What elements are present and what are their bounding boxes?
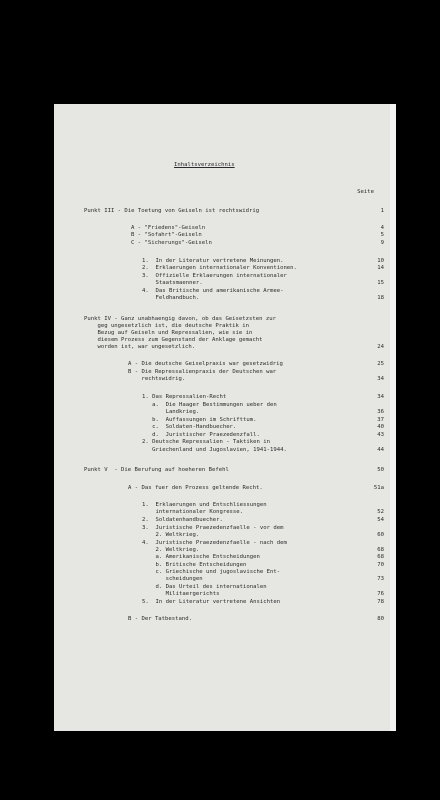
toc-entry-text: c. Griechische und jugoslavische Ent- — [142, 569, 281, 575]
toc-entry-page: 54 — [377, 517, 384, 523]
toc-entry-page: 9 — [380, 240, 384, 246]
toc-entry-text: Punkt IV - Ganz unabhaengig davon, ob das Geisetzsten zur — [84, 316, 276, 322]
toc-entry-text: 2. Weltkrieg. — [142, 547, 200, 553]
toc-entry-text: Punkt V - Die Berufung auf hoeheren Befehl — [84, 467, 229, 473]
toc-entry-text: 2. Weltkrieg. — [142, 532, 200, 538]
toc-entry-text: 2. Deutsche Repressalien - Taktiken in — [142, 439, 270, 445]
toc-entry-page: 4 — [380, 225, 384, 231]
toc-entry-page: 37 — [377, 417, 384, 423]
toc-entry-page: 73 — [377, 576, 384, 582]
toc-entry-page: 70 — [377, 562, 384, 568]
toc-entry-text: Feldhandbuch. — [142, 295, 200, 301]
toc-entry-text: geg ungesetzlich ist, die deutsche Praktik in — [84, 323, 250, 329]
toc-entry-page: 10 — [377, 258, 384, 264]
toc-entry-text: 1. Erklaerungen und Entschliessungen — [142, 502, 267, 508]
toc-entry-text: 3. Juristische Praezedenzfaelle - vor dem — [142, 525, 284, 531]
toc-entry-page: 18 — [377, 295, 384, 301]
toc-entry-text: Griechenland und Jugoslavien, 1941-1944. — [142, 447, 287, 453]
toc-entry-text: Punkt III - Die Toetung von Geiseln ist rechtswidrig — [84, 208, 260, 214]
toc-entry-text: c. Soldaten-Handbuecher. — [142, 424, 237, 430]
toc-entry-text: d. Juristischer Praezedenzfall. — [142, 432, 260, 438]
toc-entry-text: scheidungen — [142, 576, 203, 582]
document-page — [54, 104, 396, 731]
toc-entry-text: 2. Soldatenhandbuecher. — [142, 517, 223, 523]
toc-entry-page: 68 — [377, 554, 384, 560]
toc-entry-text: a. Amerikanische Entscheidungen — [142, 554, 260, 560]
toc-entry-page: 24 — [377, 344, 384, 350]
film-label — [180, 40, 260, 50]
toc-entry-text: A - Das fuer den Prozess geltende Recht. — [128, 485, 263, 491]
toc-entry-page: 40 — [377, 424, 384, 430]
toc-entry-text: 4. Juristische Praezedenzfaelle - nach dem — [142, 540, 287, 546]
toc-entry-page: 68 — [377, 547, 384, 553]
toc-entry-text: Bezug auf Geiseln und Repressalien, wie sie in — [84, 330, 253, 336]
toc-entry-text: A - Die deutsche Geiselpraxis war gesetzwidrig — [128, 361, 283, 367]
toc-entry-text: d. Das Urteil des internationalen — [142, 584, 267, 590]
toc-entry-page: 25 — [377, 361, 384, 367]
toc-entry-page: 44 — [377, 447, 384, 453]
toc-entry-page: 14 — [377, 265, 384, 271]
toc-entry-text: 1. Das Repressalien-Recht — [142, 394, 227, 400]
toc-entry-text: 5. In der Literatur vertretene Ansichten — [142, 599, 281, 605]
toc-entry-page: 43 — [377, 432, 384, 438]
toc-entry-text: b. Britische Entscheidungen — [142, 562, 247, 568]
toc-entry-text: Militaergerichts — [142, 591, 220, 597]
toc-entry-text: B - Der Tatbestand. — [128, 616, 192, 622]
toc-entry-page: 5 — [380, 232, 384, 238]
toc-entry-text: diesem Prozess zum Gegenstand der Anklage gemacht — [84, 337, 263, 343]
toc-entry-text: C - "Sicherungs"-Geiseln — [131, 240, 212, 246]
toc-entry-page: 1 — [380, 208, 384, 214]
toc-entry-page: 78 — [377, 599, 384, 605]
toc-entry-text: 4. Das Britische und amerikanische Armee- — [142, 288, 284, 294]
page-column-header: Seite — [357, 189, 374, 195]
toc-entry-page: 34 — [377, 394, 384, 400]
toc-entry-page: 52 — [377, 509, 384, 515]
toc-entry-text: 3. Offizielle Erklaerungen internationaler — [142, 273, 287, 279]
toc-entry-page: 76 — [377, 591, 384, 597]
toc-entry-text: 1. In der Literatur vertretene Meinungen. — [142, 258, 284, 264]
toc-entry-page: 34 — [377, 376, 384, 382]
toc-entry-text: A - "Friedens"-Geiseln — [131, 225, 206, 231]
toc-entry-text: internationaler Kongresse. — [142, 509, 244, 515]
toc-entry-page: 60 — [377, 532, 384, 538]
toc-entry-text: a. Die Haager Bestimmungen ueber den — [142, 402, 277, 408]
toc-entry-text: B - Die Repressalienpraxis der Deutschen war — [128, 369, 277, 375]
toc-entry-text: b. Auffassungen im Schrifttum. — [142, 417, 257, 423]
toc-entry-page: 51a — [373, 485, 384, 491]
toc-entry-text: rechtswidrig. — [128, 376, 186, 382]
toc-entry-text: 2. Erklaerungen internationaler Konventionen. — [142, 265, 297, 271]
toc-entry-text: worden ist, war ungesetzlich. — [84, 344, 196, 350]
toc-entry-text: Landkrieg. — [142, 409, 200, 415]
toc-entry-page: 15 — [377, 280, 384, 286]
toc-entry-text: B - "Sofahrt"-Geiseln — [131, 232, 202, 238]
toc-title: Inhaltsverzeichnis — [174, 162, 235, 168]
toc-entry-page: 36 — [377, 409, 384, 415]
toc-entry-text: Staatsmaenner. — [142, 280, 203, 286]
toc-entry-page: 80 — [377, 616, 384, 622]
toc-entry-page: 50 — [377, 467, 384, 473]
